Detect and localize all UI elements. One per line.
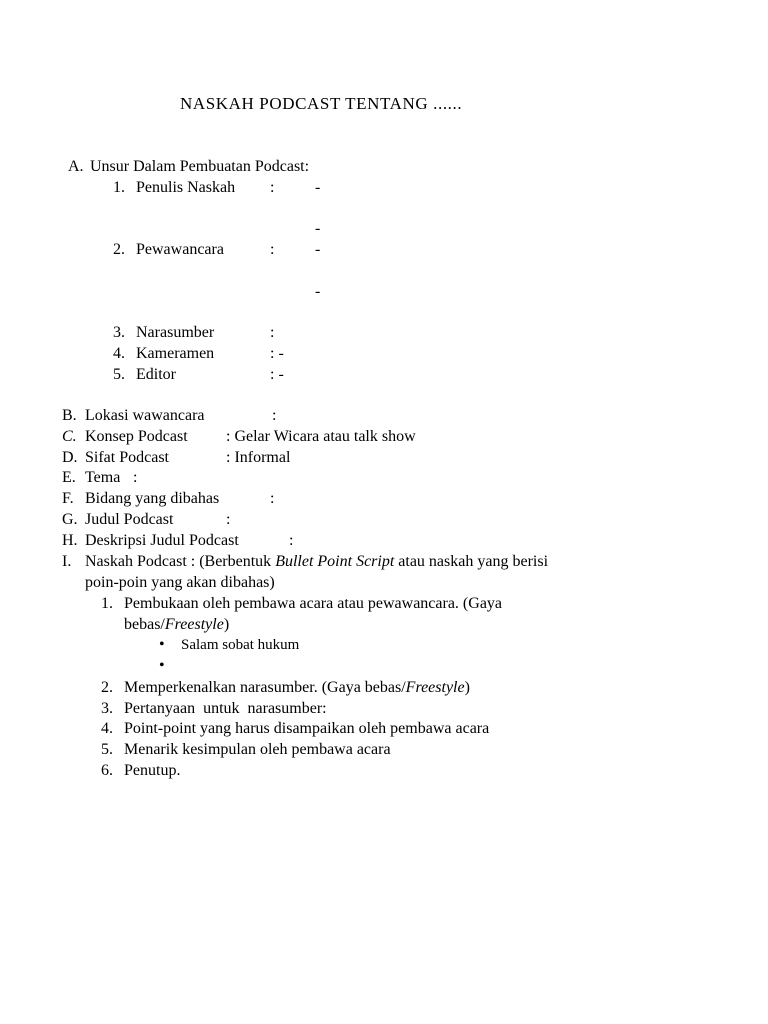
a-item-label: Editor [136,366,176,383]
section-value: : [289,532,294,549]
a-item-value: - [315,283,321,300]
section-marker: F. [62,490,74,507]
i-item-number: 6. [101,762,113,779]
i-item-number: 3. [101,700,113,717]
a-item-label: Penulis Naskah [136,179,236,196]
section-value: : Informal [226,449,291,466]
a-item-separator: : - [270,366,284,383]
section-marker: H. [62,532,78,549]
section-marker: D. [62,449,78,466]
section-i-line2: poin-poin yang akan dibahas) [85,574,275,591]
section-i-marker: I. [62,553,72,570]
i-item-text: Point-point yang harus disampaikan oleh pembawa acara [124,720,490,737]
a-item-separator: : [270,324,275,341]
bullet-text: Salam sobat hukum [181,637,300,653]
i-item-text: Pertanyaan untuk narasumber: [124,700,327,717]
section-a-marker: A. [68,158,84,175]
section-value: : [270,490,275,507]
i-item-number: 1. [101,595,113,612]
i-item-number: 5. [101,741,113,758]
section-label: Tema [85,469,121,486]
section-marker: E. [62,469,76,486]
section-i-line1: Naskah Podcast : (Berbentuk Bullet Point Script atau naskah yang berisi [85,553,549,570]
section-label: Bidang yang dibahas [85,490,220,507]
a-item-separator: : [270,179,275,196]
section-value: : [133,469,138,486]
section-label: Sifat Podcast [85,449,169,466]
a-item-label: Pewawancara [136,241,224,258]
section-value: : [226,511,231,528]
a-item-number: 2. [113,241,125,258]
i-item-number: 4. [101,720,113,737]
a-item-value: - [315,179,321,196]
section-label: Konsep Podcast [85,428,188,445]
section-label: Deskripsi Judul Podcast [85,532,239,549]
i-item-text: Memperkenalkan narasumber. (Gaya bebas/Freestyle) [124,679,470,696]
a-item-label: Narasumber [136,324,215,341]
a-item-label: Kameramen [136,345,215,362]
i-item-text: Pembukaan oleh pembawa acara atau pewawancara. (Gaya [124,595,503,612]
section-marker: G. [62,511,78,528]
bullet-dot: • [159,636,165,653]
bullet-dot: • [159,657,165,674]
section-a-label: Unsur Dalam Pembuatan Podcast: [90,158,310,175]
section-label: Judul Podcast [85,511,174,528]
a-item-number: 1. [113,179,125,196]
i-item-text: Penutup. [124,762,181,779]
a-item-value: - [315,241,321,258]
i-item-text-continued: bebas/Freestyle) [124,616,230,633]
section-value: : Gelar Wicara atau talk show [226,428,416,445]
a-item-number: 3. [113,324,125,341]
a-item-number: 5. [113,366,125,383]
a-item-separator: : [270,241,275,258]
a-item-separator: : - [270,345,284,362]
a-item-value: - [315,220,321,237]
document-title: NASKAH PODCAST TENTANG ...... [180,94,463,113]
a-item-number: 4. [113,345,125,362]
section-marker: C. [62,428,77,445]
section-value: : [272,407,277,424]
i-item-number: 2. [101,679,113,696]
section-marker: B. [62,407,77,424]
i-item-text: Menarik kesimpulan oleh pembawa acara [124,741,391,758]
section-label: Lokasi wawancara [85,407,205,424]
